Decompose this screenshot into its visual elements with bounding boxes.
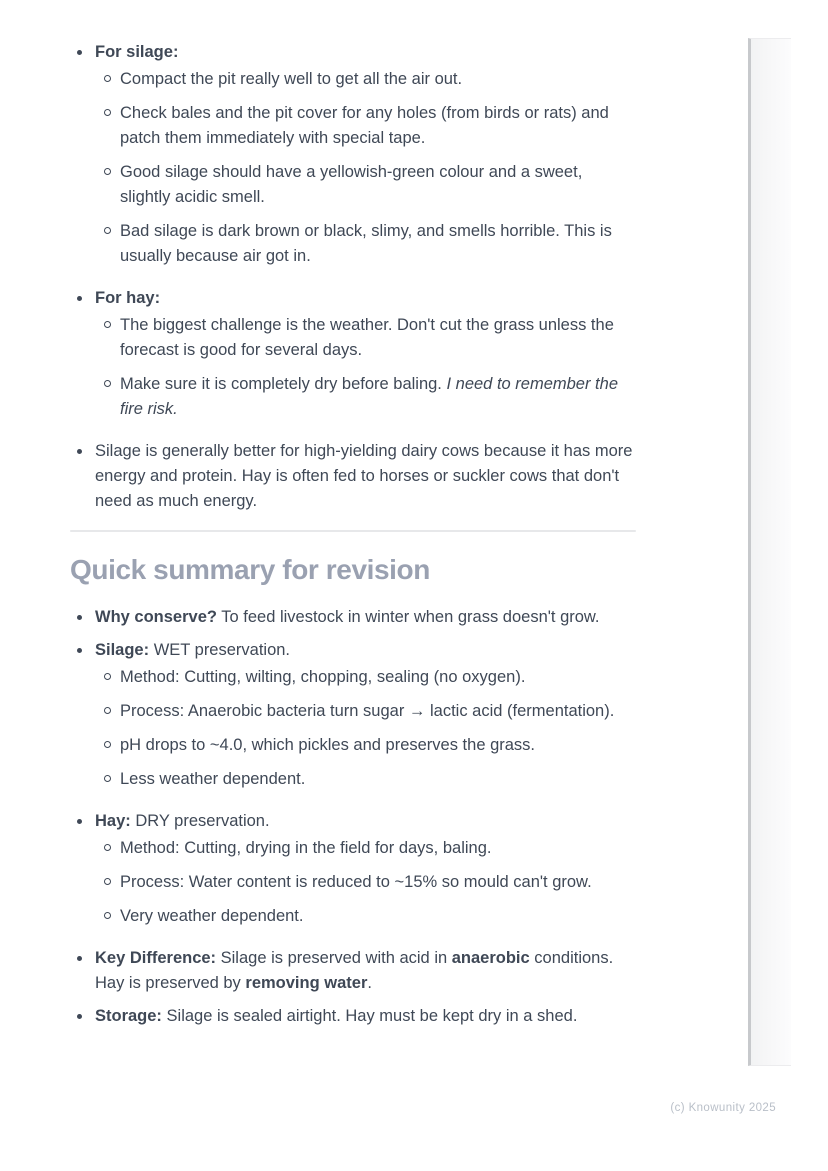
list-item-for-silage <box>70 40 636 278</box>
list-item <box>95 101 636 151</box>
list-item-text <box>95 1004 636 1029</box>
bullet-icon <box>77 50 82 55</box>
list-item-text: Process: Anaerobic bacteria turn sugar → lactic acid (fermentation). <box>120 702 615 720</box>
circle-bullet-icon <box>104 707 111 714</box>
summary-item-why-conserve <box>70 605 636 630</box>
storage-text: Silage is sealed airtight. Hay must be kept dry in a shed. <box>161 1007 578 1025</box>
circle-bullet-icon <box>104 227 111 234</box>
list-item-text <box>95 638 636 663</box>
list-item <box>95 313 636 363</box>
silage-summary-sublist <box>95 665 636 792</box>
note-content <box>70 40 636 1037</box>
section-heading: Quick summary for revision <box>70 554 430 585</box>
list-item <box>95 372 636 422</box>
list-item <box>95 767 636 792</box>
list-item <box>95 665 636 690</box>
fire-risk-italic-note: I need to remember the fire risk. <box>120 375 618 418</box>
list-item-text: Check bales and the pit cover for any holes (from birds or rats) and patch them immediately with special tape. <box>120 104 609 147</box>
copyright-text: (c) Knowunity 2025 <box>670 1102 776 1114</box>
list-item <box>95 67 636 92</box>
list-item-text: Less weather dependent. <box>120 770 306 788</box>
circle-bullet-icon <box>104 912 111 919</box>
silage-text: WET preservation. <box>149 641 291 659</box>
section-divider <box>70 530 636 532</box>
list-item <box>95 870 636 895</box>
summary-item-key-difference <box>70 946 636 996</box>
list-item <box>95 160 636 210</box>
summary-item-silage <box>70 638 636 801</box>
circle-bullet-icon <box>104 109 111 116</box>
silage-sublist <box>95 67 636 269</box>
list-item <box>95 699 636 724</box>
list-item-text: Method: Cutting, drying in the field for days, baling. <box>120 839 492 857</box>
baling-text: Make sure it is completely dry before baling. <box>120 375 447 393</box>
list-item-text: Good silage should have a yellowish-green colour and a sweet, slightly acidic smell. <box>120 163 583 206</box>
hay-summary-sublist <box>95 836 636 929</box>
list-item-text: pH drops to ~4.0, which pickles and preserves the grass. <box>120 736 536 754</box>
summary-item-storage <box>70 1004 636 1029</box>
bullet-icon <box>77 449 82 454</box>
list-item <box>95 836 636 861</box>
bullet-icon <box>77 1014 82 1019</box>
list-item-for-hay <box>70 286 636 431</box>
list-item-title <box>95 40 636 65</box>
list-item-text: Bad silage is dark brown or black, slimy, and smells horrible. This is usually because air got in. <box>120 222 612 265</box>
silage-title-text: For silage: <box>95 43 179 61</box>
closing-paragraph-text: Silage is generally better for high-yielding dairy cows because it has more energy and protein. Hay is often fed to horses or suckler cows that don't need as much energy. <box>95 442 633 510</box>
removing-water-bold: removing water <box>245 974 368 992</box>
circle-bullet-icon <box>104 673 111 680</box>
circle-bullet-icon <box>104 775 111 782</box>
list-item-text <box>120 372 636 422</box>
list-item-closing <box>70 439 636 514</box>
list-item-text: The biggest challenge is the weather. Don't cut the grass unless the forecast is good for several days. <box>120 316 614 359</box>
summary-item-hay <box>70 809 636 938</box>
hay-text: DRY preservation. <box>130 812 270 830</box>
why-conserve-text: To feed livestock in winter when grass doesn't grow. <box>216 608 600 626</box>
bullet-icon <box>77 956 82 961</box>
silage-bold: Silage: <box>95 641 150 659</box>
key-difference-bold: Key Difference: <box>95 949 217 967</box>
list-item-text <box>95 605 636 630</box>
list-item <box>95 904 636 929</box>
bullet-icon <box>77 615 82 620</box>
list-item-text: Very weather dependent. <box>120 907 304 925</box>
bullet-icon <box>77 648 82 653</box>
key-difference-text: conditions. Hay is preserved by <box>95 949 614 992</box>
list-item <box>95 219 636 269</box>
hay-bold: Hay: <box>95 812 131 830</box>
circle-bullet-icon <box>104 168 111 175</box>
circle-bullet-icon <box>104 741 111 748</box>
key-difference-text: . <box>367 974 372 992</box>
circle-bullet-icon <box>104 844 111 851</box>
circle-bullet-icon <box>104 75 111 82</box>
adjacent-page-edge[interactable] <box>748 38 791 1066</box>
storage-bold: Storage: <box>95 1007 162 1025</box>
why-conserve-bold: Why conserve? <box>95 608 217 626</box>
circle-bullet-icon <box>104 380 111 387</box>
circle-bullet-icon <box>104 878 111 885</box>
key-difference-text: Silage is preserved with acid in <box>216 949 452 967</box>
list-item-text: Process: Water content is reduced to ~15% so mould can't grow. <box>120 873 592 891</box>
list-item-text: Method: Cutting, wilting, chopping, sealing (no oxygen). <box>120 668 526 686</box>
hay-title-text: For hay: <box>95 289 161 307</box>
list-item-text <box>95 809 636 834</box>
hay-sublist <box>95 313 636 422</box>
anaerobic-bold: anaerobic <box>451 949 530 967</box>
circle-bullet-icon <box>104 321 111 328</box>
list-item-text: Compact the pit really well to get all the air out. <box>120 70 463 88</box>
list-item-title <box>95 286 636 311</box>
list-item <box>95 733 636 758</box>
bullet-icon <box>77 819 82 824</box>
list-item-text <box>95 946 636 996</box>
bullet-icon <box>77 296 82 301</box>
